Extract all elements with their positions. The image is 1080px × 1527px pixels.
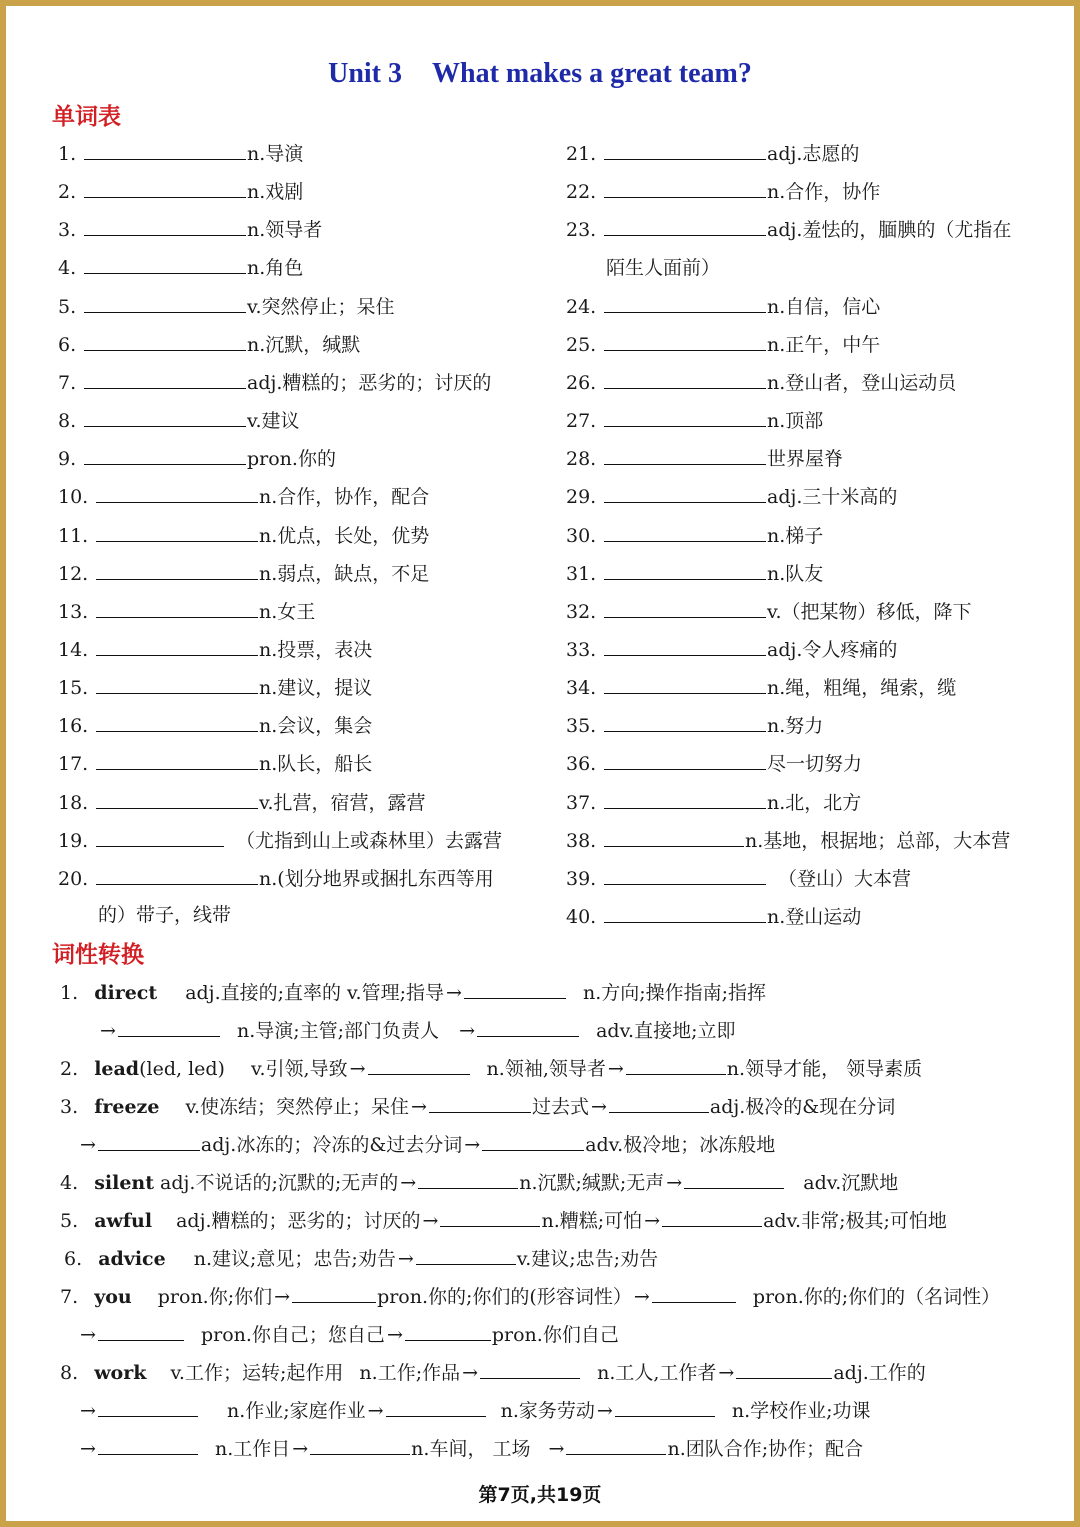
answer-blank[interactable] — [84, 135, 246, 160]
wordform-row: 2. lead(led, led) v.引领,导致 → n.领袖,领导者 → n.领导才能， 领导素质 — [60, 1050, 922, 1088]
vocab-item-number: 11. — [58, 525, 89, 547]
vocab-item — [566, 707, 823, 745]
vocab-23-continuation: 陌生人面前） — [606, 257, 721, 279]
answer-blank[interactable] — [98, 1392, 198, 1417]
vocab-item — [566, 593, 972, 631]
answer-blank[interactable] — [609, 1088, 709, 1113]
vocab-item — [58, 173, 303, 211]
vocab-item-definition: adj.羞怯的，腼腆的（尤指在 — [767, 219, 1012, 241]
vocab-item — [58, 745, 372, 783]
answer-blank[interactable] — [84, 211, 246, 236]
vocab-item-definition: n.正午，中午 — [767, 334, 881, 356]
vocab-item-number: 9. — [58, 448, 77, 470]
vocab-item — [566, 517, 823, 555]
answer-blank[interactable] — [626, 1050, 726, 1075]
vocab-item-number: 39. — [566, 868, 597, 890]
answer-blank[interactable] — [604, 860, 766, 885]
arrow-icon: → — [80, 1400, 96, 1422]
vocab-item-number: 2. — [58, 181, 77, 203]
answer-blank[interactable] — [684, 1164, 784, 1189]
answer-blank[interactable] — [604, 402, 766, 427]
vocab-item-number: 22. — [566, 181, 597, 203]
answer-blank[interactable] — [662, 1202, 762, 1227]
answer-blank[interactable] — [96, 707, 258, 732]
vocab-item-definition: n.自信，信心 — [767, 296, 881, 318]
wordform-row: 1. direct adj.直接的;直率的 v.管理;指导 → n.方向;操作指南;指挥 — [60, 974, 766, 1012]
vocab-item-number: 4. — [58, 257, 77, 279]
vocab-item — [58, 822, 502, 860]
vocab-item — [58, 211, 322, 249]
vocab-item — [58, 440, 336, 478]
vocab-item — [58, 135, 303, 173]
vocab-item — [566, 440, 843, 478]
vocab-item-definition: n.登山者，登山运动员 — [767, 372, 957, 394]
arrow-icon: → — [644, 1210, 661, 1232]
vocab-item-number: 19. — [58, 830, 89, 852]
vocab-item — [566, 631, 897, 669]
vocab-item — [58, 707, 372, 745]
unit-question: What makes a great team? — [432, 58, 752, 89]
arrow-icon: → — [80, 1134, 96, 1156]
vocab-item — [58, 784, 426, 822]
answer-blank[interactable] — [386, 1392, 486, 1417]
wordform-row: 7. you pron.你;你们 → pron.你的;你们的(形容词性） → pron.你的;你们的（名词性） — [60, 1278, 1000, 1316]
vocab-item-definition: v.（把某物）移低，降下 — [767, 601, 972, 623]
vocab-item — [566, 860, 911, 898]
vocab-item — [566, 326, 880, 364]
vocab-item-definition: v.扎营，宿营，露营 — [259, 792, 426, 814]
vocab-item-definition: n.努力 — [767, 715, 824, 737]
arrow-icon: → — [386, 1324, 403, 1346]
vocab-item-number: 33. — [566, 639, 597, 661]
vocab-item — [566, 478, 897, 516]
vocab-item-number: 20. — [58, 868, 89, 890]
answer-blank[interactable] — [84, 249, 246, 274]
vocab-item — [58, 249, 303, 287]
answer-blank[interactable] — [604, 517, 766, 542]
answer-blank[interactable] — [405, 1316, 491, 1341]
wordform-row: → n.工作日 → n.车间， 工场 → n.团队合作;协作；配合 — [78, 1430, 863, 1468]
page-footer: 第7页,共19页 — [478, 1484, 602, 1506]
wordform-row: → pron.你自己；您自己 → pron.你们自己 — [78, 1316, 619, 1354]
vocab-item — [566, 898, 861, 936]
vocab-item-number: 16. — [58, 715, 89, 737]
arrow-icon: → — [459, 1020, 476, 1042]
answer-blank[interactable] — [604, 440, 766, 465]
vocab-item-definition: n.投票，表决 — [259, 639, 373, 661]
answer-blank[interactable] — [604, 326, 766, 351]
arrow-icon: → — [607, 1058, 624, 1080]
vocab-item-number: 32. — [566, 601, 597, 623]
answer-blank[interactable] — [98, 1126, 200, 1151]
answer-blank[interactable] — [84, 173, 246, 198]
arrow-icon: → — [590, 1096, 607, 1118]
answer-blank[interactable] — [604, 784, 766, 809]
answer-blank[interactable] — [440, 1202, 540, 1227]
answer-blank[interactable] — [604, 173, 766, 198]
vocab-item — [566, 135, 859, 173]
vocab-item-number: 17. — [58, 753, 89, 775]
vocab-item-definition: 尽一切努力 — [767, 753, 863, 775]
arrow-icon: → — [462, 1362, 479, 1384]
answer-blank[interactable] — [96, 555, 258, 580]
answer-blank[interactable] — [96, 784, 258, 809]
vocab-item-definition: n.顶部 — [767, 410, 824, 432]
answer-blank[interactable] — [429, 1088, 531, 1113]
answer-blank[interactable] — [310, 1430, 410, 1455]
answer-blank[interactable] — [96, 745, 258, 770]
vocab-item-number: 40. — [566, 906, 597, 928]
vocab-item-number: 34. — [566, 677, 597, 699]
vocab-item-number: 13. — [58, 601, 89, 623]
answer-blank[interactable] — [604, 745, 766, 770]
vocab-item-definition: n.梯子 — [767, 525, 824, 547]
arrow-icon: → — [596, 1400, 613, 1422]
answer-blank[interactable] — [604, 707, 766, 732]
vocab-item-definition: n.合作，协作 — [767, 181, 881, 203]
vocab-item-definition: adj.糟糕的；恶劣的；讨厌的 — [247, 372, 492, 394]
answer-blank[interactable] — [604, 669, 766, 694]
wordform-row: → adj.冰冻的；冷冻的&过去分词 → adv.极冷地；冰冻般地 — [78, 1126, 775, 1164]
arrow-icon: → — [718, 1362, 735, 1384]
answer-blank[interactable] — [464, 974, 566, 999]
vocab-item — [566, 211, 1011, 249]
answer-blank[interactable] — [604, 364, 766, 389]
wordform-row: 8. work v.工作；运转;起作用 n.工作;作品 → n.工人,工作者 → adj.工作的 — [60, 1354, 926, 1392]
vocab-item-definition: n.登山运动 — [767, 906, 862, 928]
vocab-item-definition: n.女王 — [259, 601, 316, 623]
vocab-item-definition: adj.三十米高的 — [767, 486, 898, 508]
vocab-item-number: 35. — [566, 715, 597, 737]
vocab-item — [58, 593, 315, 631]
page-title — [6, 58, 1074, 90]
vocab-20-continuation: 的）带子，线带 — [98, 904, 232, 926]
arrow-icon: → — [445, 982, 462, 1004]
vocab-item-definition: n.弱点，缺点，不足 — [259, 563, 430, 585]
answer-blank[interactable] — [96, 478, 258, 503]
answer-blank[interactable] — [604, 822, 744, 847]
answer-blank[interactable] — [96, 517, 258, 542]
answer-blank[interactable] — [98, 1316, 184, 1341]
answer-blank[interactable] — [96, 822, 224, 847]
vocab-item — [58, 288, 395, 326]
answer-blank[interactable] — [604, 478, 766, 503]
arrow-icon: → — [548, 1438, 565, 1460]
vocab-item-definition: v.建议 — [247, 410, 300, 432]
vocab-item-number: 28. — [566, 448, 597, 470]
vocab-item-definition: n.戏剧 — [247, 181, 304, 203]
answer-blank[interactable] — [84, 288, 246, 313]
vocab-item-definition: n.优点，长处，优势 — [259, 525, 430, 547]
answer-blank[interactable] — [482, 1126, 584, 1151]
vocab-item-number: 29. — [566, 486, 597, 508]
vocab-item-definition: n.队友 — [767, 563, 824, 585]
vocab-item-definition: n.绳，粗绳，绳索，缆 — [767, 677, 957, 699]
answer-blank[interactable] — [604, 555, 766, 580]
answer-blank[interactable] — [604, 211, 766, 236]
unit-label: Unit 3 — [328, 58, 403, 89]
vocab-item — [566, 364, 956, 402]
vocab-item — [566, 669, 956, 707]
answer-blank[interactable] — [477, 1012, 579, 1037]
arrow-icon: → — [397, 1248, 414, 1270]
vocab-item-number: 6. — [58, 334, 77, 356]
vocab-item — [58, 326, 360, 364]
vocab-item — [566, 784, 861, 822]
answer-blank[interactable] — [292, 1278, 376, 1303]
answer-blank[interactable] — [368, 1050, 470, 1075]
answer-blank[interactable] — [118, 1012, 220, 1037]
vocab-item — [566, 555, 823, 593]
vocab-item-definition: （登山）大本营 — [778, 868, 912, 890]
answer-blank[interactable] — [566, 1430, 666, 1455]
vocab-item-number: 3. — [58, 219, 77, 241]
wordform-row: → n.作业;家庭作业 → n.家务劳动 → n.学校作业;功课 — [78, 1392, 871, 1430]
answer-blank[interactable] — [615, 1392, 715, 1417]
vocab-item — [566, 288, 880, 326]
vocab-item-number: 25. — [566, 334, 597, 356]
vocab-item — [58, 364, 491, 402]
vocab-item-number: 15. — [58, 677, 89, 699]
answer-blank[interactable] — [604, 898, 766, 923]
arrow-icon: → — [367, 1400, 384, 1422]
vocab-item — [58, 860, 494, 898]
answer-blank[interactable] — [480, 1354, 580, 1379]
answer-blank[interactable] — [96, 631, 258, 656]
vocab-item — [58, 631, 372, 669]
answer-blank[interactable] — [84, 402, 246, 427]
vocab-item — [566, 822, 1010, 860]
arrow-icon: → — [274, 1286, 291, 1308]
wordform-row: → n.导演;主管;部门负责人 → adv.直接地;立即 — [98, 1012, 736, 1050]
answer-blank[interactable] — [84, 364, 246, 389]
arrow-icon: → — [464, 1134, 481, 1156]
vocab-item-number: 37. — [566, 792, 597, 814]
vocab-item-number: 18. — [58, 792, 89, 814]
answer-blank[interactable] — [604, 631, 766, 656]
answer-blank[interactable] — [96, 593, 258, 618]
vocab-item-number: 10. — [58, 486, 89, 508]
wordform-row: 5. awful adj.糟糕的；恶劣的；讨厌的 → n.糟糕;可怕 → adv.非常;极其;可怕地 — [60, 1202, 947, 1240]
vocab-item-definition: 世界屋脊 — [767, 448, 844, 470]
answer-blank[interactable] — [416, 1240, 516, 1265]
vocab-item-number: 38. — [566, 830, 597, 852]
arrow-icon: → — [80, 1324, 96, 1346]
vocab-item-number: 31. — [566, 563, 597, 585]
vocab-item-definition: adj.志愿的 — [767, 143, 860, 165]
arrow-icon: → — [80, 1438, 96, 1460]
answer-blank[interactable] — [652, 1278, 736, 1303]
arrow-icon: → — [411, 1096, 427, 1118]
vocab-item-number: 36. — [566, 753, 597, 775]
arrow-icon: → — [400, 1172, 417, 1194]
vocab-item-definition: n.建议，提议 — [259, 677, 373, 699]
vocab-item-definition: n.基地，根据地；总部，大本营 — [745, 830, 1011, 852]
vocab-item-definition: n.会议，集会 — [259, 715, 373, 737]
vocab-item-definition: n.合作，协作，配合 — [259, 486, 430, 508]
arrow-icon: → — [349, 1058, 366, 1080]
vocab-item-definition: adj.令人疼痛的 — [767, 639, 898, 661]
answer-blank[interactable] — [604, 593, 766, 618]
vocab-item-definition: （尤指到山上或森林里）去露营 — [236, 830, 503, 852]
vocab-item-definition: v.突然停止；呆住 — [247, 296, 395, 318]
wordform-row: 6. advice n.建议;意见；忠告;劝告 → v.建议;忠告;劝告 — [64, 1240, 658, 1278]
answer-blank[interactable] — [98, 1430, 198, 1455]
vocab-item-number: 30. — [566, 525, 597, 547]
vocab-item-number: 26. — [566, 372, 597, 394]
vocab-item — [58, 402, 300, 440]
vocab-item-definition: n.沉默，缄默 — [247, 334, 361, 356]
vocab-item — [566, 745, 862, 783]
vocab-item-number: 12. — [58, 563, 89, 585]
answer-blank[interactable] — [418, 1164, 518, 1189]
vocab-item-number: 24. — [566, 296, 597, 318]
vocab-item-number: 5. — [58, 296, 77, 318]
vocab-item-definition: n.角色 — [247, 257, 304, 279]
answer-blank[interactable] — [84, 326, 246, 351]
arrow-icon: → — [292, 1438, 309, 1460]
wordform-row: 3. freeze v.使冻结；突然停止；呆住 → 过去式 → adj.极冷的&现在分词 — [60, 1088, 895, 1126]
vocab-item — [566, 402, 823, 440]
vocab-item-definition: n.导演 — [247, 143, 304, 165]
arrow-icon: → — [633, 1286, 650, 1308]
vocab-item — [58, 478, 429, 516]
vocab-item — [58, 555, 429, 593]
vocab-item-number: 8. — [58, 410, 77, 432]
vocab-item — [566, 173, 880, 211]
answer-blank[interactable] — [736, 1354, 832, 1379]
vocab-item-definition: pron.你的 — [247, 448, 336, 470]
vocab-item-number: 21. — [566, 143, 597, 165]
arrow-icon: → — [100, 1020, 116, 1042]
answer-blank[interactable] — [96, 669, 258, 694]
vocab-item-definition: n.队长，船长 — [259, 753, 373, 775]
vocab-item-definition: n.北，北方 — [767, 792, 862, 814]
vocab-item-number: 14. — [58, 639, 89, 661]
answer-blank[interactable] — [604, 135, 766, 160]
arrow-icon: → — [666, 1172, 683, 1194]
section-vocab-heading: 单词表 — [52, 104, 121, 130]
arrow-icon: → — [422, 1210, 439, 1232]
answer-blank[interactable] — [604, 288, 766, 313]
section-wordforms-heading: 词性转换 — [52, 942, 144, 968]
answer-blank[interactable] — [96, 860, 258, 885]
answer-blank[interactable] — [84, 440, 246, 465]
vocab-item-number: 1. — [58, 143, 77, 165]
vocab-item-number: 23. — [566, 219, 597, 241]
vocab-item — [58, 669, 372, 707]
vocab-item-number: 7. — [58, 372, 77, 394]
wordform-row: 4. silent adj.不说话的;沉默的;无声的 → n.沉默;缄默;无声 → adv.沉默地 — [60, 1164, 898, 1202]
vocab-item-definition: n.(划分地界或捆扎东西等用 — [259, 868, 494, 890]
vocab-item-definition: n.领导者 — [247, 219, 323, 241]
vocab-item-number: 27. — [566, 410, 597, 432]
vocab-item — [58, 517, 429, 555]
